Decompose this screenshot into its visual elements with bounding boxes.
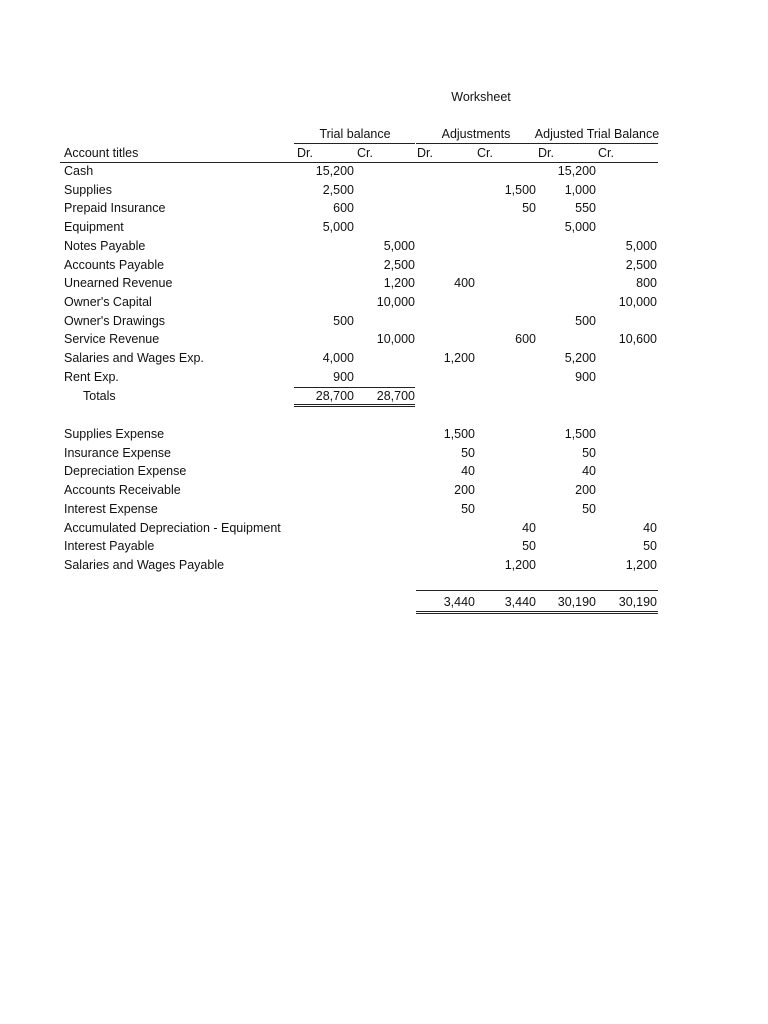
account-row-label: Owner's Capital <box>64 295 152 309</box>
account-row-label: Unearned Revenue <box>64 276 173 290</box>
totals-row-tb-cr: 28,700 <box>376 389 415 403</box>
account-row-label: Rent Exp. <box>64 370 119 384</box>
account-row-atb-dr: 15,200 <box>557 164 596 178</box>
adjustment-row-label: Interest Expense <box>64 502 158 516</box>
account-row-adj-cr: 600 <box>515 332 536 346</box>
adjustment-row-adj-dr: 200 <box>454 483 475 497</box>
adjustment-row-adj-dr: 40 <box>461 464 475 478</box>
adjustment-row-adj-cr: 40 <box>522 521 536 535</box>
adjustment-row-atb-dr: 1,500 <box>564 427 596 441</box>
adjustment-row-atb-cr: 40 <box>643 521 657 535</box>
account-row-tb-cr: 5,000 <box>383 239 415 253</box>
account-row-tb-cr: 10,000 <box>376 295 415 309</box>
totals-row-label: Totals <box>83 389 116 403</box>
adjustment-row-label: Insurance Expense <box>64 446 172 460</box>
account-row-atb-cr: 10,600 <box>618 332 657 346</box>
totals-row-tb-dr: 28,700 <box>315 389 354 403</box>
account-row-label: Cash <box>64 164 94 178</box>
grand-totals-double-rule-2 <box>416 613 658 614</box>
adjustment-row-adj-dr: 1,500 <box>443 427 475 441</box>
adjustment-row-label: Supplies Expense <box>64 427 165 441</box>
adjusted-trial-balance-header-rule <box>537 143 658 144</box>
account-row-tb-dr: 600 <box>333 201 354 215</box>
account-row-tb-dr: 2,500 <box>322 183 354 197</box>
grand-total-atb-cr: 30,190 <box>618 595 657 609</box>
account-row-tb-dr: 4,000 <box>322 351 354 365</box>
account-row-label: Supplies <box>64 183 112 197</box>
account-row-tb-dr: 900 <box>333 370 354 384</box>
account-row-tb-cr: 2,500 <box>383 258 415 272</box>
adjustment-row-label: Salaries and Wages Payable <box>64 558 225 572</box>
account-row-label: Accounts Payable <box>64 258 165 272</box>
adjustment-row-adj-cr: 50 <box>522 539 536 553</box>
grand-total-atb-dr: 30,190 <box>557 595 596 609</box>
account-row-tb-cr: 10,000 <box>376 332 415 346</box>
adjustment-row-label: Accumulated Depreciation - Equipment <box>64 521 281 535</box>
page-title: Worksheet <box>451 90 511 104</box>
adjustment-row-adj-dr: 50 <box>461 502 475 516</box>
adjustment-row-atb-dr: 40 <box>582 464 596 478</box>
adjustment-row-atb-cr: 50 <box>643 539 657 553</box>
account-row-tb-dr: 5,000 <box>322 220 354 234</box>
header-atb-dr: Dr. <box>538 146 554 160</box>
account-row-atb-cr: 10,000 <box>618 295 657 309</box>
account-row-atb-dr: 550 <box>575 201 596 215</box>
account-row-label: Equipment <box>64 220 124 234</box>
totals-top-rule <box>294 387 415 388</box>
account-row-atb-dr: 900 <box>575 370 596 384</box>
grand-totals-double-rule-1 <box>416 611 658 612</box>
header-adjusted-trial-balance: Adjusted Trial Balance <box>534 127 660 141</box>
header-adj-cr: Cr. <box>477 146 493 160</box>
adjustment-row-label: Depreciation Expense <box>64 464 187 478</box>
header-tb-cr: Cr. <box>357 146 373 160</box>
column-header-rule <box>60 162 658 163</box>
header-account-titles: Account titles <box>64 146 139 160</box>
account-row-atb-dr: 5,000 <box>564 220 596 234</box>
trial-balance-header-rule <box>294 143 415 144</box>
account-row-label: Notes Payable <box>64 239 146 253</box>
account-row-label: Prepaid Insurance <box>64 201 166 215</box>
header-tb-dr: Dr. <box>297 146 313 160</box>
totals-double-rule-2 <box>294 406 415 407</box>
account-row-atb-cr: 800 <box>636 276 657 290</box>
account-row-adj-dr: 400 <box>454 276 475 290</box>
account-row-tb-cr: 1,200 <box>383 276 415 290</box>
adjustment-row-atb-cr: 1,200 <box>625 558 657 572</box>
account-row-tb-dr: 15,200 <box>315 164 354 178</box>
adjustment-row-atb-dr: 50 <box>582 446 596 460</box>
account-row-adj-dr: 1,200 <box>443 351 475 365</box>
adjustment-row-atb-dr: 200 <box>575 483 596 497</box>
adjustments-header-rule <box>416 143 537 144</box>
account-row-atb-cr: 2,500 <box>625 258 657 272</box>
account-row-label: Service Revenue <box>64 332 160 346</box>
account-row-adj-cr: 50 <box>522 201 536 215</box>
adjustment-row-atb-dr: 50 <box>582 502 596 516</box>
account-row-label: Salaries and Wages Exp. <box>64 351 204 365</box>
grand-total-adj-dr: 3,440 <box>443 595 475 609</box>
adjustment-row-adj-dr: 50 <box>461 446 475 460</box>
grand-total-adj-cr: 3,440 <box>504 595 536 609</box>
account-row-label: Owner's Drawings <box>64 314 166 328</box>
header-trial-balance: Trial balance <box>319 127 391 141</box>
header-adjustments: Adjustments <box>441 127 511 141</box>
adjustment-row-label: Interest Payable <box>64 539 155 553</box>
account-row-tb-dr: 500 <box>333 314 354 328</box>
adjustment-row-label: Accounts Receivable <box>64 483 181 497</box>
account-row-atb-dr: 1,000 <box>564 183 596 197</box>
grand-totals-top-rule <box>416 590 658 591</box>
adjustment-row-adj-cr: 1,200 <box>504 558 536 572</box>
header-atb-cr: Cr. <box>598 146 614 160</box>
header-adj-dr: Dr. <box>417 146 433 160</box>
account-row-adj-cr: 1,500 <box>504 183 536 197</box>
account-row-atb-cr: 5,000 <box>625 239 657 253</box>
account-row-atb-dr: 5,200 <box>564 351 596 365</box>
account-row-atb-dr: 500 <box>575 314 596 328</box>
totals-double-rule-1 <box>294 404 415 405</box>
